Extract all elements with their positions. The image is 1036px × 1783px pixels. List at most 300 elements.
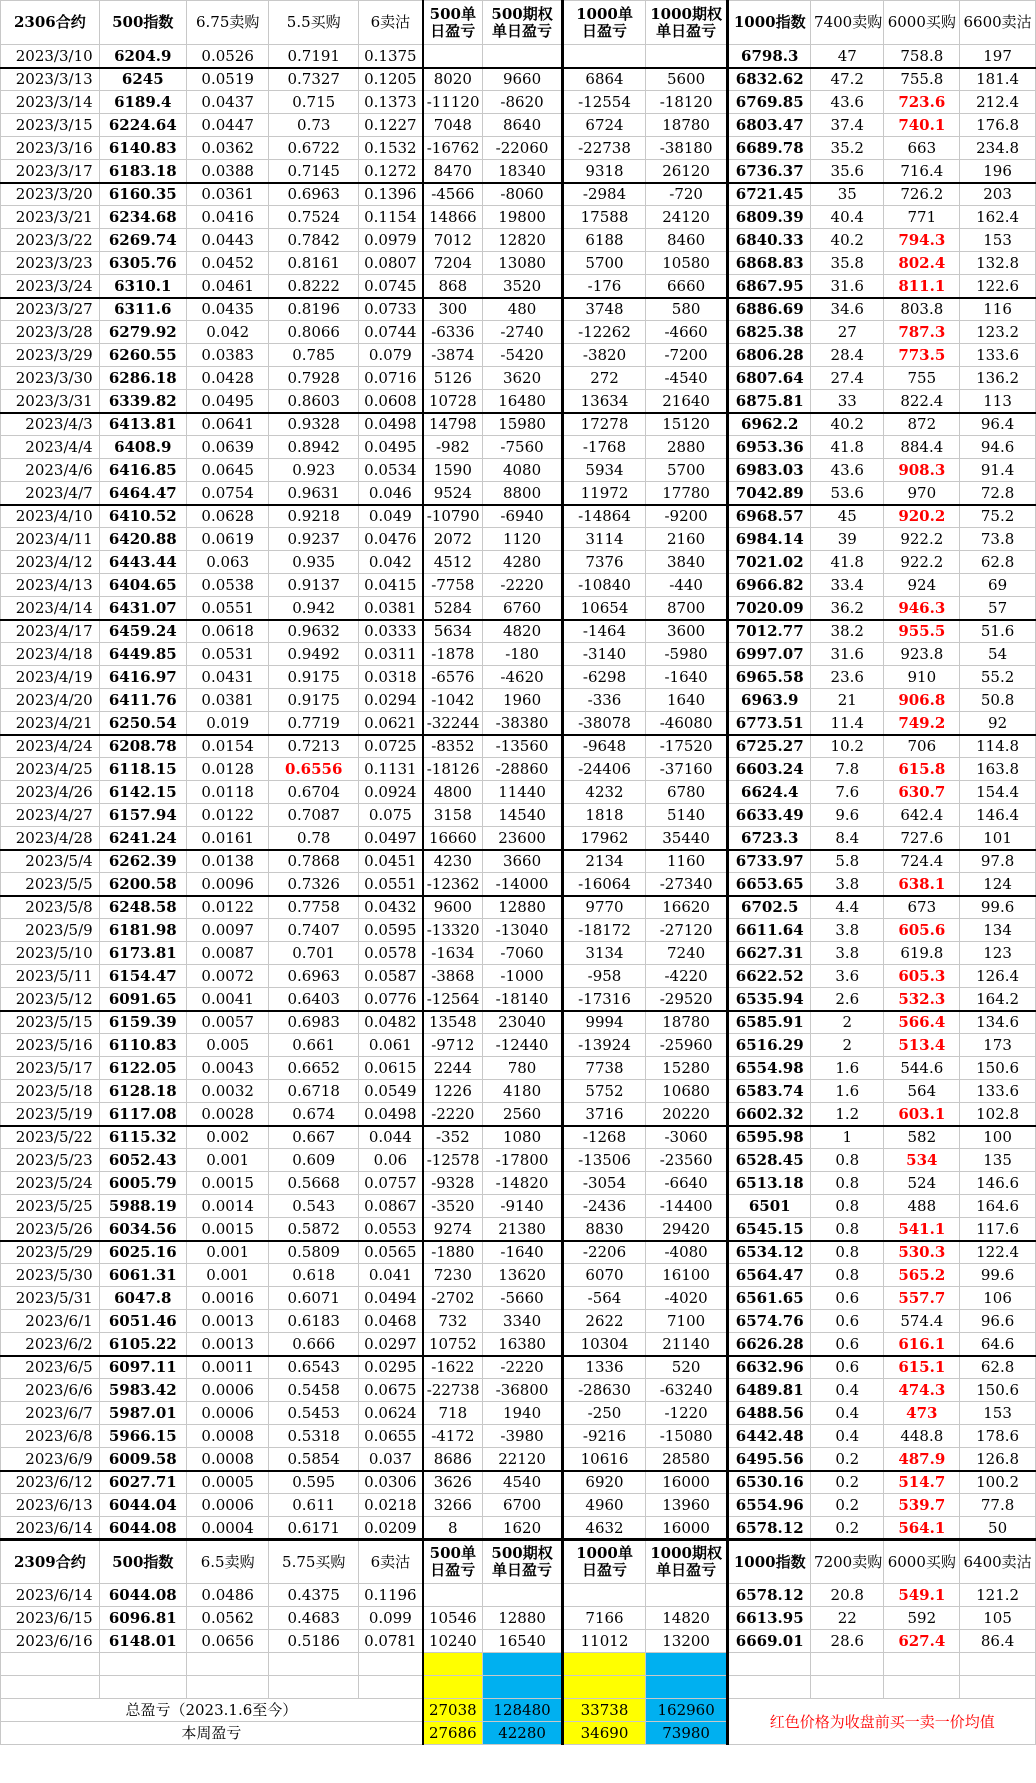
- table-cell: 50.8: [960, 689, 1036, 712]
- table-cell: 6983.03: [728, 459, 811, 482]
- table-cell: 0.667: [269, 1126, 359, 1149]
- table-row: [1, 597, 1036, 620]
- table-row: [1, 45, 1036, 68]
- table-cell: 21: [811, 689, 884, 712]
- table-cell: -2984: [563, 183, 646, 206]
- table-cell: 2023/3/31: [1, 390, 100, 413]
- table-cell: -17800: [482, 1149, 562, 1172]
- table-cell: 18780: [645, 1011, 728, 1034]
- table-cell: 91.4: [960, 459, 1036, 482]
- pnl-column-header: [482, 1, 562, 45]
- header-row: [1, 1540, 1036, 1584]
- table-cell: 6840.33: [728, 229, 811, 252]
- table-cell: 0.061: [358, 1034, 422, 1057]
- table-cell: -2702: [423, 1287, 483, 1310]
- table-cell: -22738: [563, 137, 646, 160]
- table-row: [1, 1310, 1036, 1333]
- table-cell: 3620: [482, 367, 562, 390]
- table-cell: 0.78: [269, 827, 359, 850]
- table-cell: -1640: [645, 666, 728, 689]
- table-cell: 2023/6/13: [1, 1494, 100, 1517]
- table-cell: 0.0209: [358, 1517, 422, 1540]
- table-cell: 0.4: [811, 1425, 884, 1448]
- table-cell: 3748: [563, 298, 646, 321]
- table-cell: -9200: [645, 505, 728, 528]
- table-cell: 6279.92: [99, 321, 186, 344]
- table-cell: 2023/5/8: [1, 896, 100, 919]
- table-cell: 62.8: [960, 551, 1036, 574]
- table-cell: 0.6722: [269, 137, 359, 160]
- table-cell: 6962.2: [728, 413, 811, 436]
- empty-cell: [186, 1653, 269, 1676]
- table-cell: 6627.31: [728, 942, 811, 965]
- table-cell: 116: [960, 298, 1036, 321]
- table-cell: 34.6: [811, 298, 884, 321]
- table-cell: 0.1532: [358, 137, 422, 160]
- table-cell: 3266: [423, 1494, 483, 1517]
- table-cell: -6940: [482, 505, 562, 528]
- table-cell: 23040: [482, 1011, 562, 1034]
- table-cell: 2023/6/9: [1, 1448, 100, 1471]
- table-cell: 0.0041: [186, 988, 269, 1011]
- table-row: [1, 1630, 1036, 1653]
- table-cell: 2023/4/28: [1, 827, 100, 850]
- table-cell: 473: [884, 1402, 960, 1425]
- table-cell: 0.0014: [186, 1195, 269, 1218]
- table-cell: 164.2: [960, 988, 1036, 1011]
- table-row: [1, 298, 1036, 321]
- table-row: [1, 275, 1036, 298]
- table-cell: 1620: [482, 1517, 562, 1540]
- table-cell: -3520: [423, 1195, 483, 1218]
- table-cell: -8352: [423, 735, 483, 758]
- table-cell: 2023/6/8: [1, 1425, 100, 1448]
- table-cell: 706: [884, 735, 960, 758]
- table-cell: 10616: [563, 1448, 646, 1471]
- table-cell: 0.0781: [358, 1630, 422, 1653]
- table-cell: [423, 45, 483, 68]
- table-cell: 0.0415: [358, 574, 422, 597]
- table-cell: 0.6652: [269, 1057, 359, 1080]
- table-row: [1, 942, 1036, 965]
- table-cell: -7560: [482, 436, 562, 459]
- table-cell: 6204.9: [99, 45, 186, 68]
- table-row: [1, 1584, 1036, 1607]
- summary-row: [1, 1699, 1036, 1722]
- table-cell: 117.6: [960, 1218, 1036, 1241]
- table-cell: 6034.56: [99, 1218, 186, 1241]
- table-row: [1, 390, 1036, 413]
- table-cell: 6051.46: [99, 1310, 186, 1333]
- table-cell: 6208.78: [99, 735, 186, 758]
- table-cell: 24120: [645, 206, 728, 229]
- table-cell: 13548: [423, 1011, 483, 1034]
- table-cell: 0.543: [269, 1195, 359, 1218]
- table-cell: 114.8: [960, 735, 1036, 758]
- table-cell: 822.4: [884, 390, 960, 413]
- table-cell: 5988.19: [99, 1195, 186, 1218]
- table-cell: -12564: [423, 988, 483, 1011]
- table-cell: 520: [645, 1356, 728, 1379]
- table-cell: 0.9237: [269, 528, 359, 551]
- table-cell: 0.7327: [269, 68, 359, 91]
- table-cell: -3980: [482, 1425, 562, 1448]
- table-row: [1, 712, 1036, 735]
- table-cell: 28.6: [811, 1630, 884, 1653]
- table-cell: -1464: [563, 620, 646, 643]
- table-cell: 162.4: [960, 206, 1036, 229]
- table-cell: -13040: [482, 919, 562, 942]
- table-cell: 0.0578: [358, 942, 422, 965]
- table-cell: 6622.52: [728, 965, 811, 988]
- table-cell: 0.0295: [358, 1356, 422, 1379]
- table-cell: 6689.78: [728, 137, 811, 160]
- table-cell: 122.6: [960, 275, 1036, 298]
- table-cell: 150.6: [960, 1379, 1036, 1402]
- table-cell: 771: [884, 206, 960, 229]
- table-cell: 615.8: [884, 758, 960, 781]
- table-cell: 121.2: [960, 1584, 1036, 1607]
- table-cell: 2023/5/9: [1, 919, 100, 942]
- table-cell: 6886.69: [728, 298, 811, 321]
- table-cell: -5980: [645, 643, 728, 666]
- table-cell: 2023/4/11: [1, 528, 100, 551]
- table-cell: 6773.51: [728, 712, 811, 735]
- table-cell: 0.5854: [269, 1448, 359, 1471]
- table-cell: 196: [960, 160, 1036, 183]
- table-cell: 0.0297: [358, 1333, 422, 1356]
- table-cell: -720: [645, 183, 728, 206]
- table-cell: 0.6556: [269, 758, 359, 781]
- table-cell: -4220: [645, 965, 728, 988]
- empty-cell: [482, 1676, 562, 1699]
- table-cell: 524: [884, 1172, 960, 1195]
- table-cell: 0.0057: [186, 1011, 269, 1034]
- table-cell: -17316: [563, 988, 646, 1011]
- table-cell: -14864: [563, 505, 646, 528]
- table-cell: -1634: [423, 942, 483, 965]
- table-cell: 7166: [563, 1607, 646, 1630]
- table-row: [1, 1103, 1036, 1126]
- table-cell: 0.6543: [269, 1356, 359, 1379]
- table-cell: 0.618: [269, 1264, 359, 1287]
- table-cell: 0.7524: [269, 206, 359, 229]
- table-cell: 2023/6/15: [1, 1607, 100, 1630]
- table-cell: 4230: [423, 850, 483, 873]
- empty-cell: [358, 1676, 422, 1699]
- table-cell: 97.8: [960, 850, 1036, 873]
- table-cell: 0.8066: [269, 321, 359, 344]
- pnl-column-header: [423, 1, 483, 45]
- table-cell: 0.0733: [358, 298, 422, 321]
- table-cell: 6189.4: [99, 91, 186, 114]
- table-cell: 234.8: [960, 137, 1036, 160]
- table-cell: 123: [960, 942, 1036, 965]
- table-cell: 0.1205: [358, 68, 422, 91]
- table-cell: 740.1: [884, 114, 960, 137]
- table-cell: 0.1396: [358, 183, 422, 206]
- table-cell: 6416.85: [99, 459, 186, 482]
- table-cell: 6736.37: [728, 160, 811, 183]
- table-cell: 21640: [645, 390, 728, 413]
- table-cell: -3820: [563, 344, 646, 367]
- table-cell: [645, 1584, 728, 1607]
- table-cell: 3114: [563, 528, 646, 551]
- table-cell: 99.6: [960, 1264, 1036, 1287]
- table-cell: 23600: [482, 827, 562, 850]
- table-cell: 534: [884, 1149, 960, 1172]
- table-cell: 2023/5/26: [1, 1218, 100, 1241]
- table-cell: 6234.68: [99, 206, 186, 229]
- table-cell: 605.6: [884, 919, 960, 942]
- table-cell: -9140: [482, 1195, 562, 1218]
- table-cell: 0.0497: [358, 827, 422, 850]
- table-cell: 0.8: [811, 1218, 884, 1241]
- table-cell: 6513.18: [728, 1172, 811, 1195]
- table-cell: 28.4: [811, 344, 884, 367]
- table-cell: 2023/5/16: [1, 1034, 100, 1057]
- table-cell: 7738: [563, 1057, 646, 1080]
- table-cell: 0.0161: [186, 827, 269, 850]
- table-cell: 4512: [423, 551, 483, 574]
- table-row: [1, 482, 1036, 505]
- table-cell: 7204: [423, 252, 483, 275]
- table-cell: -29520: [645, 988, 728, 1011]
- table-cell: 62.8: [960, 1356, 1036, 1379]
- table-cell: 7.6: [811, 781, 884, 804]
- table-cell: 2023/3/27: [1, 298, 100, 321]
- table-cell: 29420: [645, 1218, 728, 1241]
- table-cell: 0.0306: [358, 1471, 422, 1494]
- table-row: [1, 1356, 1036, 1379]
- table-row: [1, 528, 1036, 551]
- table-cell: -180: [482, 643, 562, 666]
- table-cell: 0.8942: [269, 436, 359, 459]
- table-cell: 0.9175: [269, 689, 359, 712]
- empty-cell: [811, 1653, 884, 1676]
- table-cell: 0.8: [811, 1172, 884, 1195]
- table-cell: 6413.81: [99, 413, 186, 436]
- table-cell: -18120: [645, 91, 728, 114]
- pnl-column-header: [563, 1540, 646, 1584]
- table-cell: -564: [563, 1287, 646, 1310]
- header-line: 日盈亏: [582, 1561, 628, 1579]
- table-row: [1, 1607, 1036, 1630]
- table-cell: 2023/5/30: [1, 1264, 100, 1287]
- table-cell: 2023/5/11: [1, 965, 100, 988]
- header-line: 1000单: [576, 1544, 633, 1562]
- empty-cell: [423, 1653, 483, 1676]
- table-cell: 0.5453: [269, 1402, 359, 1425]
- table-cell: 134.6: [960, 1011, 1036, 1034]
- table-cell: 10680: [645, 1080, 728, 1103]
- table-cell: 40.4: [811, 206, 884, 229]
- table-cell: 6963.9: [728, 689, 811, 712]
- table-cell: 6724: [563, 114, 646, 137]
- table-cell: 6564.47: [728, 1264, 811, 1287]
- table-cell: 10304: [563, 1333, 646, 1356]
- table-cell: -176: [563, 275, 646, 298]
- table-cell: 0.0122: [186, 896, 269, 919]
- table-cell: -250: [563, 1402, 646, 1425]
- table-cell: 16380: [482, 1333, 562, 1356]
- table-cell: [423, 1584, 483, 1607]
- table-cell: -23560: [645, 1149, 728, 1172]
- table-cell: 3.8: [811, 919, 884, 942]
- table-cell: 6702.5: [728, 896, 811, 919]
- table-cell: 2023/3/13: [1, 68, 100, 91]
- empty-cell: [186, 1676, 269, 1699]
- table-cell: 0.0562: [186, 1607, 269, 1630]
- table-cell: 0.595: [269, 1471, 359, 1494]
- table-cell: 955.5: [884, 620, 960, 643]
- week-value: 34690: [563, 1722, 646, 1745]
- table-cell: 6009.58: [99, 1448, 186, 1471]
- table-cell: -38380: [482, 712, 562, 735]
- table-cell: 0.0318: [358, 666, 422, 689]
- table-cell: -46080: [645, 712, 728, 735]
- table-row: [1, 367, 1036, 390]
- table-cell: 38.2: [811, 620, 884, 643]
- table-row: [1, 436, 1036, 459]
- table-cell: 16000: [645, 1517, 728, 1540]
- column-header: 1000指数: [728, 1540, 811, 1584]
- table-row: [1, 114, 1036, 137]
- table-row: [1, 988, 1036, 1011]
- table-cell: 134: [960, 919, 1036, 942]
- week-value: 73980: [645, 1722, 728, 1745]
- table-cell: 0.0655: [358, 1425, 422, 1448]
- table-cell: [563, 45, 646, 68]
- table-cell: -2220: [482, 1356, 562, 1379]
- table-cell: 122.4: [960, 1241, 1036, 1264]
- table-cell: 2023/5/23: [1, 1149, 100, 1172]
- table-cell: -9328: [423, 1172, 483, 1195]
- table-cell: 7042.89: [728, 482, 811, 505]
- table-cell: 31.6: [811, 275, 884, 298]
- table-cell: 47: [811, 45, 884, 68]
- table-cell: 43.6: [811, 91, 884, 114]
- table-cell: 2023/5/17: [1, 1057, 100, 1080]
- table-cell: 0.666: [269, 1333, 359, 1356]
- table-cell: 0.0526: [186, 45, 269, 68]
- table-cell: 2023/3/29: [1, 344, 100, 367]
- table-cell: 51.6: [960, 620, 1036, 643]
- table-cell: 6984.14: [728, 528, 811, 551]
- table-cell: -7758: [423, 574, 483, 597]
- table-cell: 513.4: [884, 1034, 960, 1057]
- table-cell: 6501: [728, 1195, 811, 1218]
- table-cell: 6545.15: [728, 1218, 811, 1241]
- table-cell: 12820: [482, 229, 562, 252]
- table-cell: -13506: [563, 1149, 646, 1172]
- table-cell: 0.7191: [269, 45, 359, 68]
- table-cell: 0.0979: [358, 229, 422, 252]
- table-row: [1, 505, 1036, 528]
- table-row: [1, 666, 1036, 689]
- table-cell: 17780: [645, 482, 728, 505]
- table-cell: 181.4: [960, 68, 1036, 91]
- empty-cell: [482, 1653, 562, 1676]
- table-cell: 4540: [482, 1471, 562, 1494]
- table-cell: 0.0461: [186, 275, 269, 298]
- table-cell: 0.8196: [269, 298, 359, 321]
- column-header: 6.5卖购: [186, 1540, 269, 1584]
- table-cell: 0.063: [186, 551, 269, 574]
- table-cell: 605.3: [884, 965, 960, 988]
- table-cell: 6411.76: [99, 689, 186, 712]
- table-cell: 7012: [423, 229, 483, 252]
- table-cell: 5700: [645, 459, 728, 482]
- table-cell: 16100: [645, 1264, 728, 1287]
- table-cell: 17588: [563, 206, 646, 229]
- table-cell: 3340: [482, 1310, 562, 1333]
- table-cell: 0.7326: [269, 873, 359, 896]
- header-line: 日盈亏: [582, 21, 628, 40]
- table-cell: 0.0531: [186, 643, 269, 666]
- table-cell: 0.0452: [186, 252, 269, 275]
- table-cell: -28630: [563, 1379, 646, 1402]
- table-cell: 5700: [563, 252, 646, 275]
- table-cell: 0.0619: [186, 528, 269, 551]
- table-cell: 17962: [563, 827, 646, 850]
- table-row: [1, 68, 1036, 91]
- table-cell: 923.8: [884, 643, 960, 666]
- table-cell: 3134: [563, 942, 646, 965]
- table-cell: 21140: [645, 1333, 728, 1356]
- table-cell: 6554.96: [728, 1494, 811, 1517]
- table-cell: 113: [960, 390, 1036, 413]
- table-cell: 0.609: [269, 1149, 359, 1172]
- table-cell: -14400: [645, 1195, 728, 1218]
- table-cell: 592: [884, 1607, 960, 1630]
- table-cell: 0.6718: [269, 1080, 359, 1103]
- table-cell: -2220: [482, 574, 562, 597]
- table-cell: 0.0716: [358, 367, 422, 390]
- table-cell: 6052.43: [99, 1149, 186, 1172]
- table-cell: 0.0032: [186, 1080, 269, 1103]
- table-cell: 0.9328: [269, 413, 359, 436]
- table-cell: 0.7928: [269, 367, 359, 390]
- table-cell: 6725.27: [728, 735, 811, 758]
- table-cell: 4632: [563, 1517, 646, 1540]
- table-cell: 23.6: [811, 666, 884, 689]
- table-cell: 163.8: [960, 758, 1036, 781]
- table-cell: 755.8: [884, 68, 960, 91]
- table-cell: 0.042: [358, 551, 422, 574]
- table-cell: 0.0383: [186, 344, 269, 367]
- table-cell: 6140.83: [99, 137, 186, 160]
- contract-label: 2306合约: [1, 1, 100, 45]
- table-cell: -5420: [482, 344, 562, 367]
- table-cell: 924: [884, 574, 960, 597]
- table-cell: 6488.56: [728, 1402, 811, 1425]
- table-cell: -352: [423, 1126, 483, 1149]
- table-cell: 100.2: [960, 1471, 1036, 1494]
- table-cell: 6867.95: [728, 275, 811, 298]
- table-cell: 0.0011: [186, 1356, 269, 1379]
- table-cell: 2023/5/24: [1, 1172, 100, 1195]
- table-cell: -63240: [645, 1379, 728, 1402]
- table-cell: 6159.39: [99, 1011, 186, 1034]
- table-cell: 0.0553: [358, 1218, 422, 1241]
- table-cell: 6602.32: [728, 1103, 811, 1126]
- table-cell: 6148.01: [99, 1630, 186, 1653]
- table-cell: 2023/6/16: [1, 1630, 100, 1653]
- table-cell: 26120: [645, 160, 728, 183]
- table-cell: 3840: [645, 551, 728, 574]
- table-row: [1, 1057, 1036, 1080]
